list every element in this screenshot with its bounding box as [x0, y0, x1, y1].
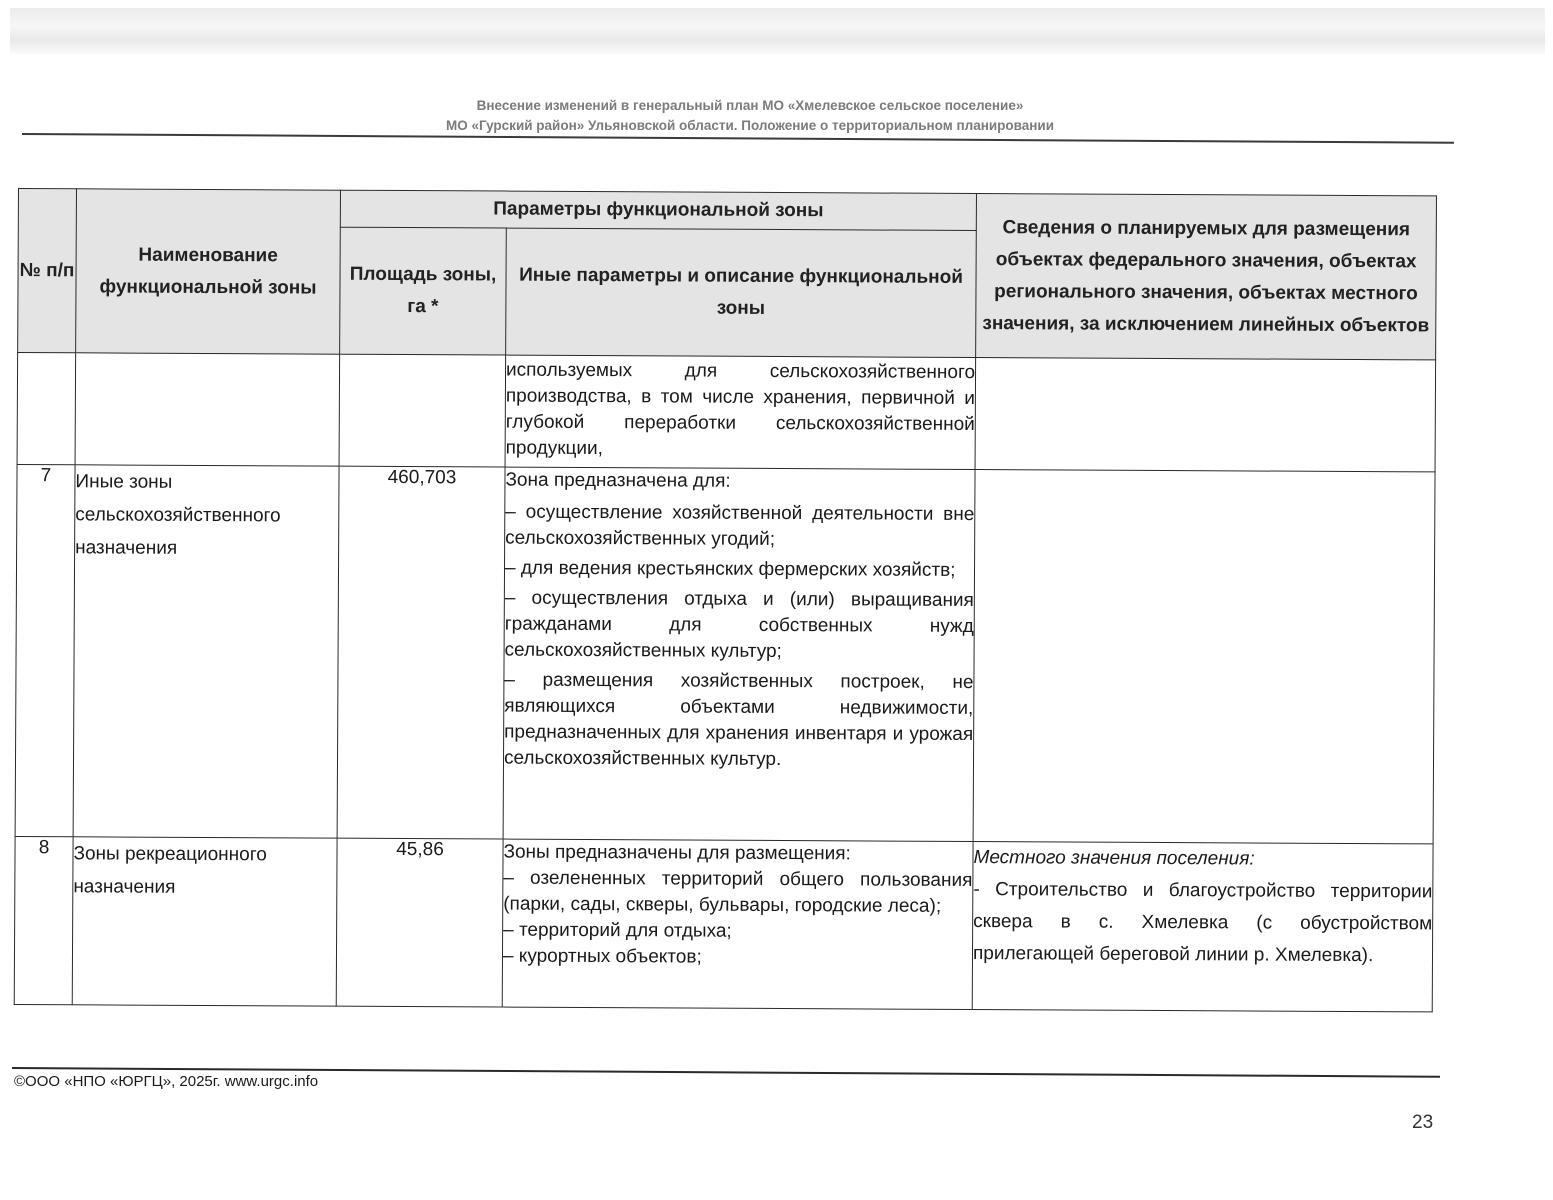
- description-intro: Зоны предназначены для размещения:: [503, 841, 851, 865]
- cell-number: 8: [14, 836, 73, 1004]
- cell-number: 7: [15, 464, 75, 836]
- table-row: [15, 464, 1435, 843]
- cell-number: [17, 353, 76, 465]
- column-header-planned-objects: Сведения о планируемых для размещения объектах федерального значения, объектах регионального значения, объектах местного значения, за исключением линейных объектов: [976, 194, 1437, 360]
- table-row: [14, 836, 1433, 1011]
- cell-area: 45,86: [336, 838, 503, 1007]
- cell-area: [339, 354, 506, 467]
- description-item: – озелененных территорий общего пользования (парки, сады, скверы, бульвары, городские леса);: [503, 867, 973, 917]
- cell-planned-objects: [972, 842, 1433, 1012]
- column-header-zone-name: Наименование функциональной зоны: [76, 189, 341, 354]
- cell-zone-name: [75, 353, 340, 466]
- cell-description: [505, 355, 976, 469]
- continuation-text: используемых для сельскохозяйственного производства, в том числе хранения, первичной и глубокой переработки сельскохозяйственной продукции,: [505, 359, 976, 460]
- planned-objects-text: - Строительство и благоустройство территории сквера в с. Хмелевка (с обустройством прилегающей береговой линии р. Хмелевка).: [972, 879, 1433, 967]
- description-item: – территорий для отдыха;: [503, 919, 732, 942]
- page-number: 23: [1412, 1112, 1434, 1133]
- description-item: – размещения хозяйственных построек, не являющихся объектами недвижимости, предназначенных для хранения инвентаря и урожая сельскохозяйственных культур.: [503, 669, 974, 771]
- description-item: – для ведения крестьянских фермерских хозяйств;: [504, 557, 956, 581]
- scan-edge-band: [10, 8, 1545, 54]
- table-row-continuation: [17, 353, 1436, 472]
- cell-planned-objects: [973, 470, 1435, 844]
- column-header-zone-parameters: Параметры функциональной зоны: [340, 190, 976, 230]
- cell-planned-objects: [975, 358, 1436, 472]
- cell-description: [502, 839, 973, 1009]
- document-header: [0, 96, 1500, 136]
- cell-zone-name: Иные зоны сельскохозяйственного назначения: [73, 465, 339, 838]
- functional-zones-table: [14, 188, 1437, 1012]
- column-header-description: Иные параметры и описание функциональной зоны: [506, 228, 977, 357]
- description-item: – осуществление хозяйственной деятельности вне сельскохозяйственных угодий;: [505, 501, 975, 550]
- description-intro: Зона предназначена для:: [505, 469, 731, 492]
- column-header-number: № п/п: [18, 189, 77, 353]
- column-header-area: Площадь зоны, га *: [340, 227, 507, 355]
- cell-zone-name: Зоны рекреационного назначения: [72, 837, 337, 1006]
- planned-objects-title: Местного значения поселения:: [973, 847, 1255, 870]
- cell-description: [503, 467, 975, 841]
- description-item: – осуществления отдыха и (или) выращивания гражданами для собственных нужд сельскохозяйственных культур;: [504, 587, 974, 663]
- footer-copyright: ©ООО «НПО «ЮРГЦ», 2025г. www.urgc.info: [14, 1073, 319, 1090]
- header-line-2: МО «Гурский район» Ульяновской области. Положение о территориальном планировании: [445, 118, 1055, 133]
- header-line-1: Внесение изменений в генеральный план МО «Хмелевское сельское поселение»: [476, 98, 1024, 113]
- cell-area: 460,703: [337, 466, 505, 839]
- description-item: – курортных объектов;: [502, 945, 702, 968]
